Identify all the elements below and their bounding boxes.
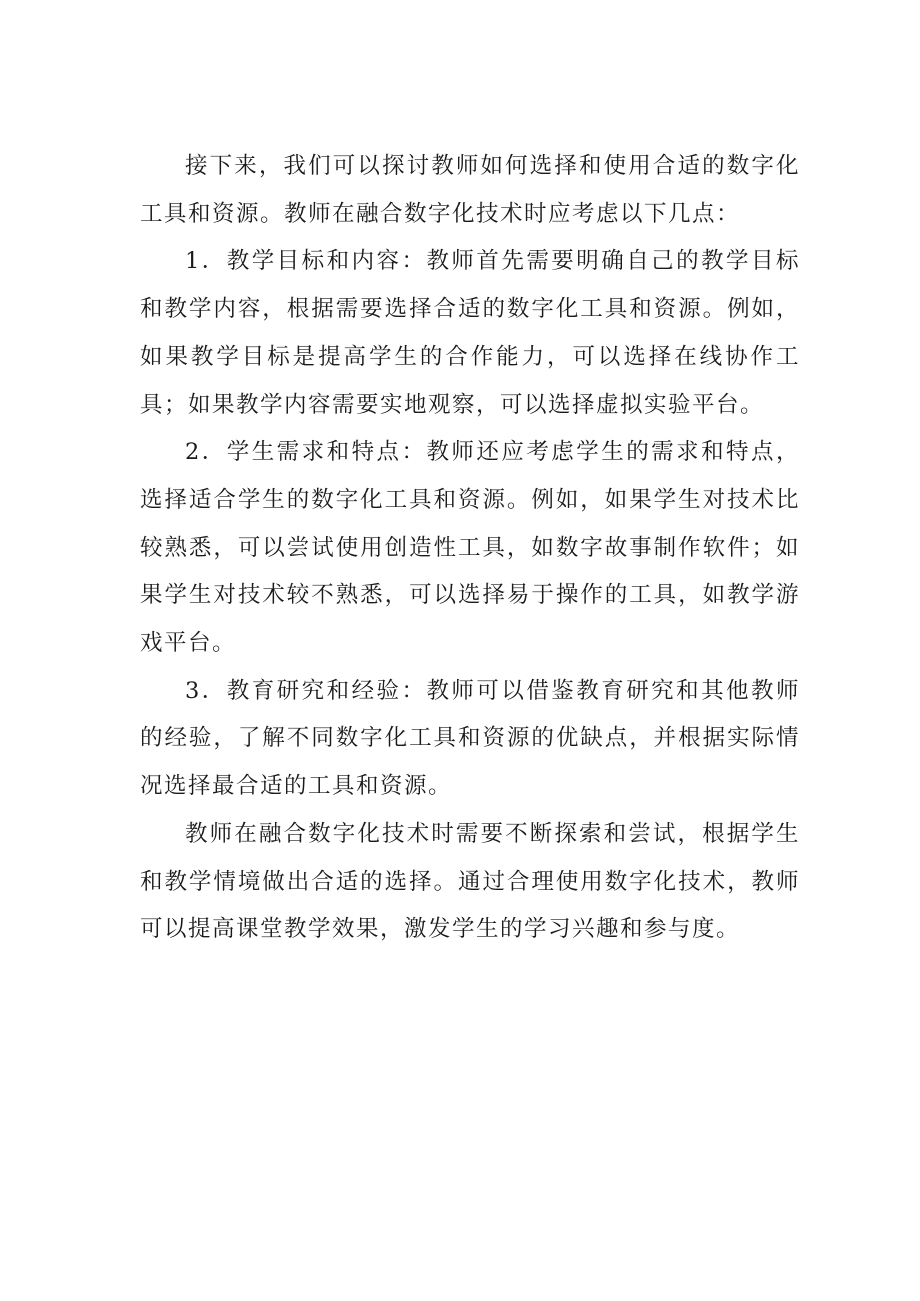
paragraph-conclusion: 教师在融合数字化技术时需要不断探索和尝试，根据学生和教学情境做出合适的选择。通过合理使用数字化技术，教师可以提高课堂教学效果，激发学生的学习兴趣和参与度。 — [140, 820, 800, 943]
paragraph-point-2: 2．学生需求和特点：教师还应考虑学生的需求和特点，选择适合学生的数字化工具和资源。例如，如果学生对技术比较熟悉，可以尝试使用创造性工具，如数字故事制作软件；如果学生对技术较不熟悉，可以选择易于操作的工具，如教学游戏平台。 — [140, 439, 800, 657]
paragraph-point-3: 3．教育研究和经验：教师可以借鉴教育研究和其他教师的经验，了解不同数字化工具和资源的优缺点，并根据实际情况选择最合适的工具和资源。 — [140, 677, 800, 800]
document-body — [140, 143, 800, 954]
paragraph-intro: 接下来，我们可以探讨教师如何选择和使用合适的数字化工具和资源。教师在融合数字化技术时应考虑以下几点： — [140, 153, 800, 227]
paragraph-point-1: 1．教学目标和内容：教师首先需要明确自己的教学目标和教学内容，根据需要选择合适的数字化工具和资源。例如，如果教学目标是提高学生的合作能力，可以选择在线协作工具；如果教学内容需要实地观察，可以选择虚拟实验平台。 — [140, 248, 800, 418]
